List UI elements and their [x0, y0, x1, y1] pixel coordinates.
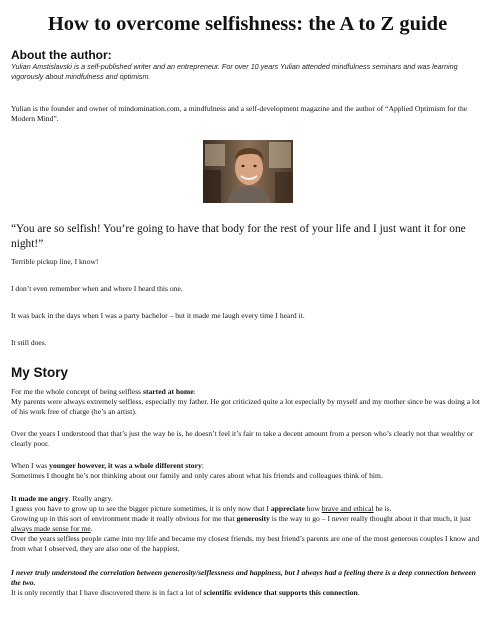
author-intro: Yulian is the founder and owner of mindomination.com, a mindfulness and a self-development magazine and the author of “Applied Optimism for the Modern Mind”.	[11, 104, 468, 123]
bold-italic-text: I never truly understood the correlation between generosity/selflessness and happiness, but I always had a feeling there is a deep connection between the two.	[11, 568, 476, 587]
author-portrait-image	[203, 140, 293, 203]
text-run: For me the whole concept of being selfless	[11, 387, 144, 396]
page-title: How to overcome selfishness: the A to Z guide	[47, 13, 448, 35]
text-run: is the way to go – I never really thought about it that much, it just	[269, 514, 471, 523]
bold-text: scientific evidence that supports this connection	[203, 588, 358, 597]
text-run: . Really angry.	[68, 494, 113, 503]
story-paragraph-4	[11, 494, 484, 554]
opening-quote: “You are so selfish! You’re going to have that body for the rest of your life and I just want it for one night!”	[11, 223, 466, 250]
bold-text: appreciate	[270, 504, 305, 513]
text-run: It is only recently that I have discovered there is in fact a lot of	[11, 588, 204, 597]
bold-text: started at home	[143, 387, 194, 396]
bold-text: younger however, it was a whole different story	[49, 461, 202, 470]
text-run: Sometimes I thought he’s not thinking about our family and only cares about what his friends and colleagues think of him.	[11, 471, 383, 480]
story-paragraph-2: Over the years I understood that that’s just the way he is, he doesn’t feel it’s fair to take a decent amount from a person who’s clearly not that wealthy or clearly poor.	[11, 429, 474, 448]
section-heading: My Story	[11, 365, 69, 380]
text-run: he is.	[373, 504, 392, 513]
bold-text: generosity	[236, 514, 270, 523]
underlined-text: brave and ethical	[321, 504, 374, 513]
paragraph: I don’t even remember when and where I heard this one.	[11, 284, 183, 293]
text-run: Over the years selfless people came into my life and became my closest friends, my best friend’s parents are one of the most generous couples I know and from what I observed, they are also one of the happiest.	[11, 534, 480, 553]
story-paragraph-3	[11, 461, 484, 481]
text-run: .	[357, 588, 360, 597]
text-run: When I was	[11, 461, 50, 470]
author-bio: Yulian Amstislavski is a self-published writer and an entrepreneur. For over 10 years Yulian attended mindfulness seminars and was learning vigorously about mindfulness and optimism.	[11, 62, 458, 81]
text-run: My parents were always extremely selfless, especially my father. He got criticized quite a lot especially by myself and my mother since he was doing a lot of his work free of charge (he’s an artist).	[11, 397, 480, 416]
underlined-text: always made sense for me	[11, 524, 91, 533]
text-run: .	[90, 524, 93, 533]
text-run: I guess you have to grow up to see the bigger picture sometimes, it is only now that I	[11, 504, 271, 513]
text-run: :	[193, 387, 196, 396]
bold-text: It made me angry	[11, 494, 69, 503]
story-paragraph-5	[11, 568, 484, 598]
author-heading: About the author:	[11, 48, 112, 62]
author-photo-container	[11, 140, 484, 203]
author-photo	[203, 140, 293, 203]
paragraph: Terrible pickup line, I know!	[11, 257, 99, 266]
paragraph: It still does.	[11, 338, 47, 347]
text-run: :	[201, 461, 204, 470]
story-paragraph-1	[11, 387, 484, 417]
paragraph: It was back in the days when I was a party bachelor – but it made me laugh every time I heard it.	[11, 311, 305, 320]
text-run: Growing up in this sort of environment made it really obvious for me that	[11, 514, 237, 523]
text-run: how	[304, 504, 322, 513]
